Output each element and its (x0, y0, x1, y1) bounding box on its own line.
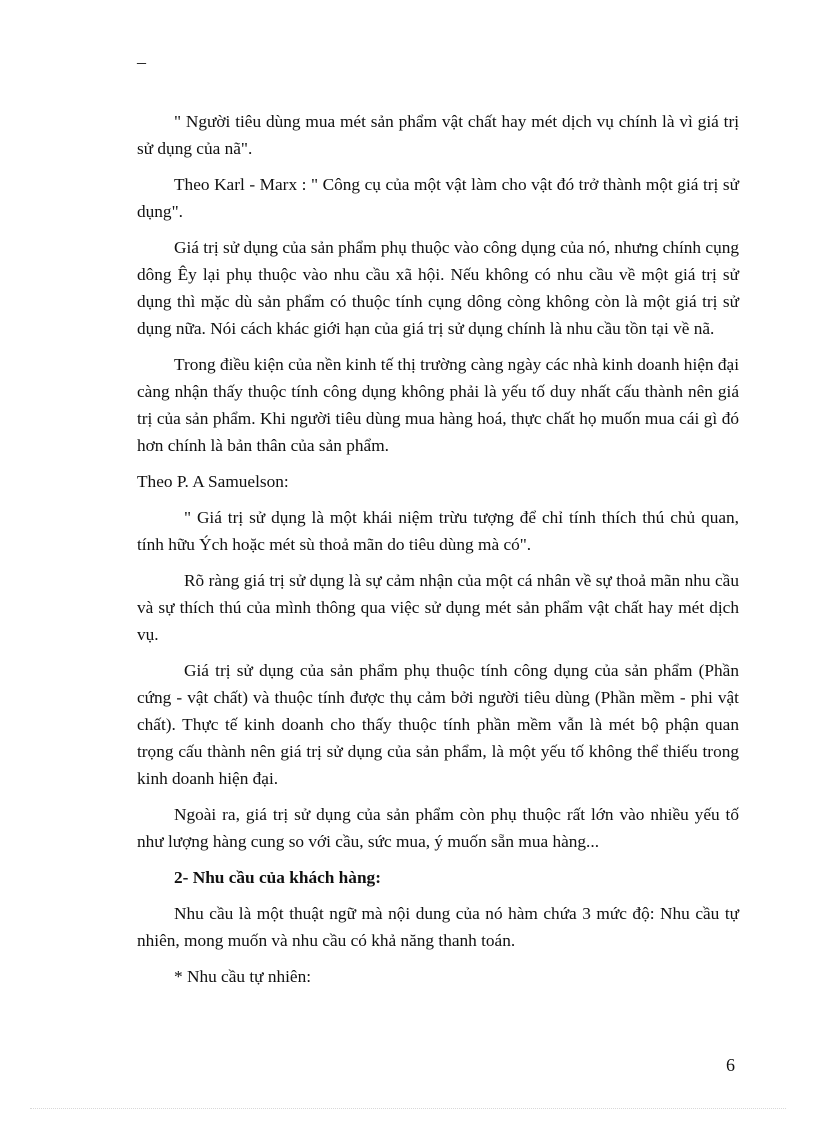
page-number: 6 (726, 1055, 735, 1075)
paragraph-other-factors: Ngoài ra, giá trị sử dụng của sản phẩm còn phụ thuộc rất lớn vào nhiều yếu tố như lượng hàng cung so với cầu, sức mua, ý muốn sẵn mua hàng... (137, 805, 739, 851)
paragraph-market-economy: Trong điều kiện của nền kinh tế thị trường càng ngày các nhà kinh doanh hiện đại càng nhận thấy thuộc tính công dụng không phải là yếu tố duy nhất cấu thành nên giá trị của sản phẩm. Khi người tiêu dùng mua hàng hoá, thực chất họ muốn mua cái gì đó hơn chính là bản thân của sản phẩm. (137, 355, 739, 455)
paragraph-hardware-software: Giá trị sử dụng của sản phẩm phụ thuộc tính công dụng của sản phẩm (Phần cứng - vật chất) và thuộc tính được thụ cảm bởi người tiêu dùng (Phần mềm - phi vật chất). Thực tế kinh doanh cho thấy thuộc tính phần mềm vẫn là mét bộ phận quan trọng cấu thành nên giá trị sử dụng của sản phẩm, là một yếu tố không thể thiếu trong kinh doanh hiện đại. (137, 661, 739, 788)
body-text (137, 108, 739, 999)
paragraph-samuelson-intro: Theo P. A Samuelson: (137, 472, 289, 491)
header-dash: – (137, 52, 146, 72)
bottom-divider (30, 1108, 786, 1109)
paragraph-karl-marx: Theo Karl - Marx : " Công cụ của một vật làm cho vật đó trở thành một giá trị sử dụng". (137, 175, 739, 221)
paragraph-perception: Rõ ràng giá trị sử dụng là sự cảm nhận của một cá nhân về sự thoả mãn nhu cầu và sự thích thú của mình thông qua việc sử dụng mét sản phẩm vật chất hay mét dịch vụ. (137, 571, 739, 644)
natural-needs-label: * Nhu cầu tự nhiên: (174, 967, 312, 986)
section-heading: 2- Nhu cầu của khách hàng: (174, 868, 381, 887)
paragraph-samuelson-quote: " Giá trị sử dụng là một khái niệm trừu tượng để chỉ tính thích thú chủ quan, tính hữu Ých hoặc mét sù thoả mãn do tiêu dùng mà có". (137, 508, 739, 554)
paragraph-quote-consumer: " Người tiêu dùng mua mét sản phẩm vật chất hay mét dịch vụ chính là vì giá trị sử dụng của nã". (137, 112, 739, 158)
paragraph-needs: Nhu cầu là một thuật ngữ mà nội dung của nó hàm chứa 3 mức độ: Nhu cầu tự nhiên, mong muốn và nhu cầu có khả năng thanh toán. (137, 904, 739, 950)
paragraph-use-value-depends: Giá trị sử dụng của sản phẩm phụ thuộc vào công dụng của nó, nhưng chính cụng dông Êy lại phụ thuộc vào nhu cầu xã hội. Nếu không có nhu cầu về một giá trị sử dụng thì mặc dù sản phẩm có thuộc tính cụng dông còng không còn là một giá trị sử dụng nữa. Nói cách khác giới hạn của giá trị sử dụng chính là nhu cầu tồn tại về nã. (137, 238, 739, 338)
